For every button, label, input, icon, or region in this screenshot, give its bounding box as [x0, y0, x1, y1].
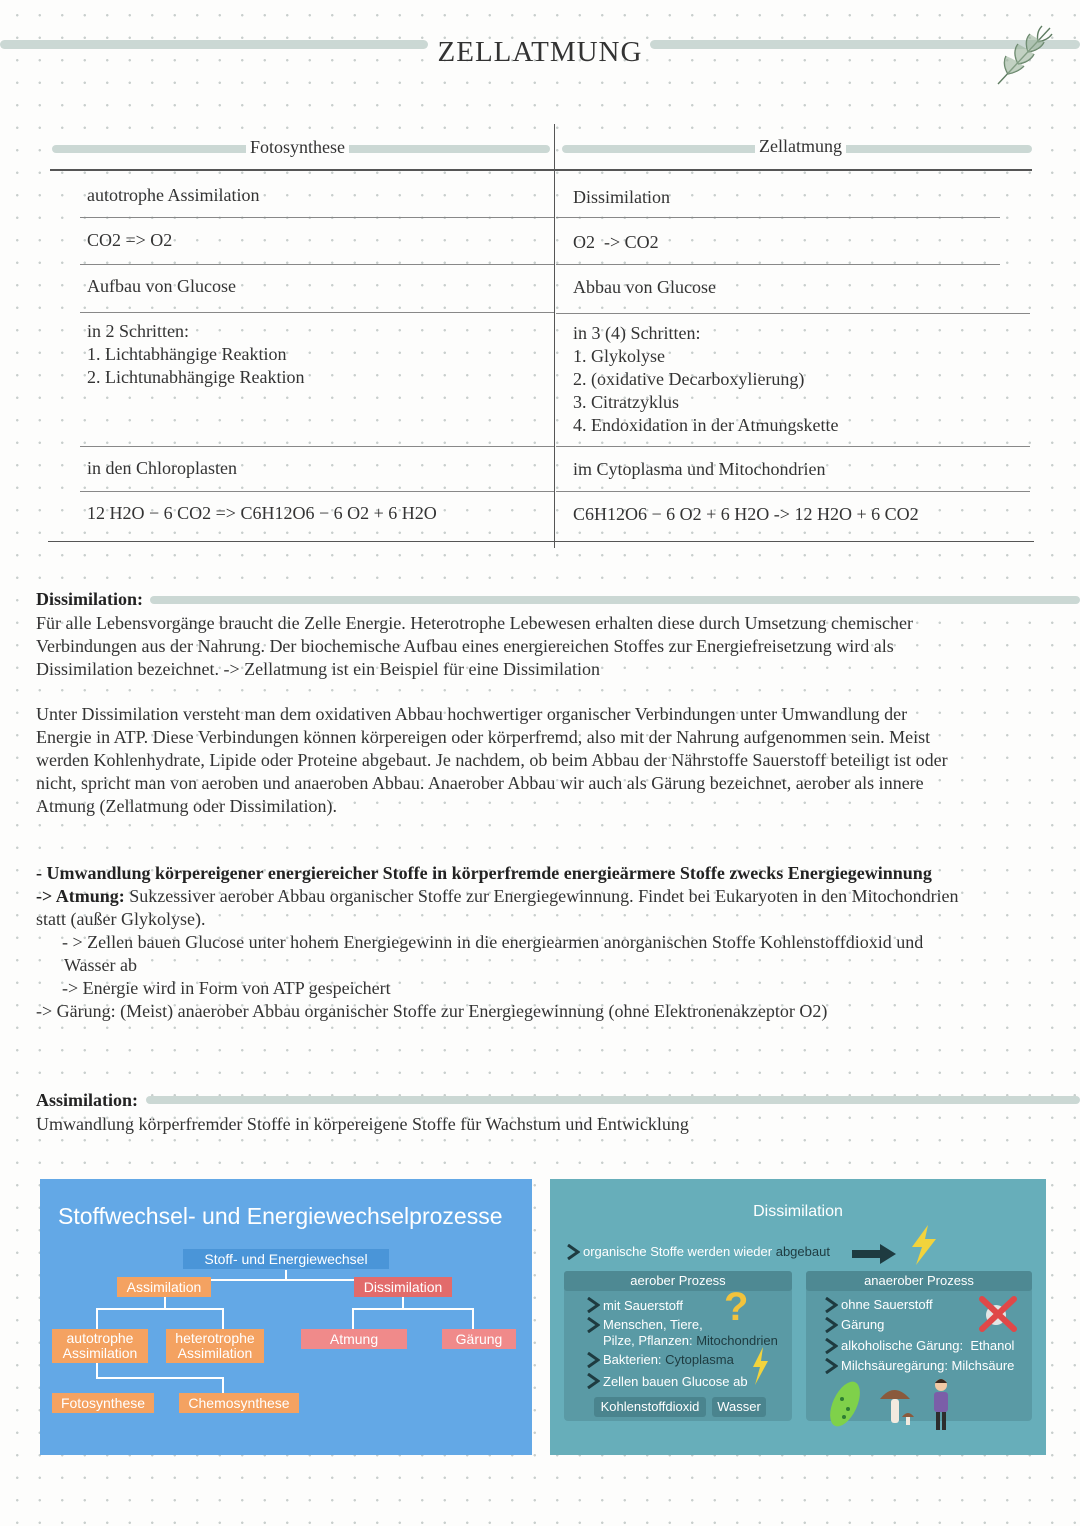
row-line — [80, 217, 554, 218]
connector — [472, 1308, 474, 1330]
row-line — [556, 313, 1030, 314]
dissimilation-paragraph-1: Für alle Lebensvorgänge braucht die Zelle Energie. Heterotrophe Lebewesen erhalten diese durch Umsetzung chemischer Verbindungen aus der Nahrung. Der biochemische Aufbau eines energiereichen Stoffes zur Energiefreisetzung wird als Dissimilation bezeichnet. -> Zellatmung ist ein Beispiel für eine Dissimilation — [36, 613, 913, 679]
chevron-right-icon — [824, 1338, 838, 1354]
table-divider — [554, 124, 555, 548]
cell-left-4: in 2 Schritten: 1. Lichtabhängige Reaktion 2. Lichtunabhängige Reaktion — [87, 321, 305, 387]
cell-right-4: in 3 (4) Schritten: 1. Glykolyse 2. (oxidative Decarboxylierung) 3. Citratzyklus 4. Endoxidation in der Atmungskette — [573, 323, 839, 435]
chevron-right-icon — [586, 1317, 600, 1333]
anaerob-header: anaerober Prozess — [806, 1271, 1032, 1291]
aerob-item: mit Sauerstoff — [603, 1298, 683, 1313]
col1-header: Fotosynthese — [246, 137, 349, 158]
heterotrophe-assimilation-node: heterotrophe Assimilation — [166, 1329, 264, 1363]
diagram-right-title: Dissimilation — [753, 1203, 843, 1220]
cell-right-1: Dissimilation — [573, 187, 671, 207]
chevron-right-icon — [824, 1297, 838, 1313]
lightning-icon — [906, 1225, 940, 1265]
cell-left-6: 12 H2O − 6 CO2 => C6H12O6 − 6 O2 + 6 H2O — [87, 503, 437, 523]
question-mark-icon: ? — [724, 1285, 749, 1329]
connector — [352, 1308, 354, 1330]
row-line — [556, 491, 1030, 492]
dissimilation-diagram — [550, 1179, 1046, 1455]
metabolism-diagram — [40, 1179, 532, 1455]
assimilation-text: Umwandlung körperfremder Stoffe in körpereigene Stoffe für Wachstum und Entwicklung — [36, 1114, 689, 1134]
dissimilation-paragraph-2: Unter Dissimilation versteht man dem oxidativen Abbau hochwertiger organischer Verbindungen unter Umwandlung der Energie in ATP. Diese Verbindungen können körpereigen oder körperfremd, also mit der Nahrung aufgenommen sein. Meist werden Kohlenhydrate, Lipide oder Proteine abgebaut. Je nachdem, ob beim Abbau der Nährstoffe Sauerstoff beteiligt ist oder nicht, spricht man von aeroben und anaeroben Abbau. Anaerober Abbau wir auch als Gärung bezeichnet, aerober als innere Atmung (Zellatmung oder Dissimilation). — [36, 704, 948, 816]
gaerung-line: -> Gärung: (Meist) anaerober Abbau organischer Stoffe zur Energiegewinnung (ohne Elektronenakzeptor O2) — [36, 1001, 828, 1021]
mushroom-icon — [876, 1383, 916, 1429]
anaerob-item: Milchsäuregärung: Milchsäure — [841, 1358, 1015, 1373]
leaf-icon — [988, 20, 1060, 92]
assimilation-node: Assimilation — [117, 1277, 211, 1297]
anaerob-item: ohne Sauerstoff — [841, 1297, 933, 1312]
dissimilation-details: - Umwandlung körpereigener energiereicher Stoffe in körperfremde energieärmere Stoffe zwecks Energiegewinnung -> Atmung: Sukzessiver aerober Abbau organischer Stoffe zur Energiegewinnung. Findet bei Eukaryoten in den Mitochondrien statt (außer Glykolyse). - > Zellen bauen Glucose unter hohem Energiegewinn in die energiearmen anorganischen Stoffe Kohlenstoffdioxid und Wasser ab -> Energie wird in Form von ATP gespeichert -> Gärung: (Meist) anaerober Abbau organischer Stoffe zur Energiegewinnung (ohne Elektronenakzeptor O2) — [36, 862, 1066, 1023]
connector — [96, 1377, 224, 1379]
dissimilation-node: Dissimilation — [354, 1277, 452, 1297]
cell-right-5: im Cytoplasma und Mitochondrien — [573, 459, 826, 479]
no-oxygen-icon — [976, 1293, 1020, 1333]
connector — [96, 1308, 98, 1330]
cell-right-3: Abbau von Glucose — [573, 277, 716, 297]
dissimilation-title: Dissimilation: — [36, 589, 144, 609]
cell-right-6: C6H12O6 − 6 O2 + 6 H2O -> 12 H2O + 6 CO2 — [573, 504, 919, 524]
bold-definition: - Umwandlung körpereigener energiereicher Stoffe in körperfremde energieärmere Stoffe zwecks Energiegewinnung — [36, 863, 932, 883]
assimilation-rule — [146, 1096, 1080, 1104]
assimilation-title: Assimilation: — [36, 1090, 139, 1110]
connector — [222, 1308, 224, 1330]
connector — [96, 1308, 224, 1310]
atmung-node: Atmung — [301, 1329, 407, 1349]
intro-text: organische Stoffe werden wieder abgebaut — [583, 1244, 830, 1259]
sub-point-2: -> Energie wird in Form von ATP gespeichert — [62, 978, 391, 998]
stoff-energiewechsel-node: Stoff- und Energiewechsel — [183, 1249, 389, 1269]
row-line — [556, 446, 1030, 447]
arrow-right-icon — [852, 1243, 896, 1265]
chevron-right-icon — [586, 1352, 600, 1368]
row-line — [556, 217, 1000, 218]
cell-left-2: CO2 => O2 — [87, 230, 173, 250]
aerob-item: Zellen bauen Glucose ab — [603, 1374, 748, 1389]
aerob-item: Menschen, Tiere, Pilze, Pflanzen: Mitochondrien — [603, 1317, 778, 1348]
row-line — [80, 312, 554, 313]
row-line — [80, 491, 554, 492]
anaerob-item: Gärung — [841, 1317, 885, 1332]
product-water: Wasser — [712, 1397, 766, 1417]
fotosynthese-node: Fotosynthese — [52, 1393, 154, 1413]
chevron-right-icon — [586, 1373, 600, 1389]
table-bottom-line — [48, 541, 1034, 542]
row-line — [80, 264, 554, 265]
cell-left-3: Aufbau von Glucose — [87, 276, 236, 296]
connector — [352, 1308, 474, 1310]
gaerung-node: Gärung — [442, 1329, 516, 1349]
table-head-line — [50, 169, 1032, 171]
chevron-right-icon — [566, 1244, 580, 1260]
chemosynthese-node: Chemosynthese — [179, 1393, 299, 1413]
chevron-right-icon — [586, 1297, 600, 1313]
page-title: ZELLATMUNG — [437, 36, 643, 68]
row-line — [556, 264, 1000, 265]
col2-header: Zellatmung — [755, 136, 846, 157]
diagram-title: Stoffwechsel- und Energiewechselprozesse — [58, 1203, 503, 1229]
aerob-header: aerober Prozess — [564, 1271, 792, 1291]
cell-left-1: autotrophe Assimilation — [87, 185, 260, 205]
anaerob-item: alkoholische Gärung: Ethanol — [841, 1338, 1015, 1353]
cell-right-2: O2 -> CO2 — [573, 232, 659, 252]
connector — [222, 1377, 224, 1393]
aerob-item: Bakterien: Cytoplasma — [603, 1352, 734, 1367]
person-icon — [928, 1377, 954, 1435]
autotrophe-assimilation-node: autotrophe Assimilation — [52, 1329, 148, 1363]
chevron-right-icon — [824, 1358, 838, 1374]
lightning-icon — [750, 1347, 770, 1385]
bacterium-icon — [822, 1375, 868, 1433]
cell-left-5: in den Chloroplasten — [87, 458, 237, 478]
product-co2: Kohlenstoffdioxid — [594, 1397, 706, 1417]
row-line — [80, 446, 554, 447]
atmung-line: -> Atmung: Sukzessiver aerober Abbau organischer Stoffe zur Energiegewinnung. Findet bei Eukaryoten in den Mitochondrien — [36, 886, 959, 906]
sub-point-1: - > Zellen bauen Glucose unter hohem Energiegewinn in die energiearmen anorganischen Stoffe Kohlenstoffdioxid und — [62, 932, 924, 952]
chevron-right-icon — [824, 1317, 838, 1333]
dissimilation-rule — [150, 596, 1080, 604]
